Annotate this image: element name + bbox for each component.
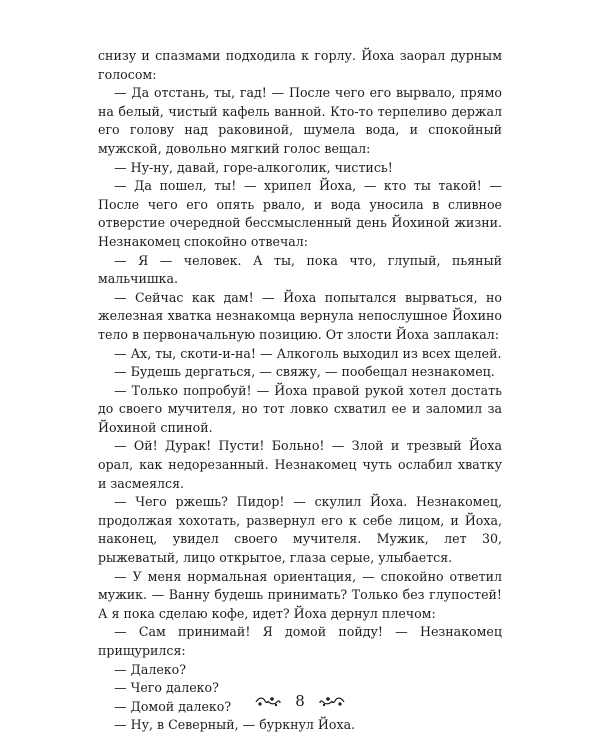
paragraph: — Только попробуй! — Йоха правой рукой хотел достать до своего мучителя, но тот ловко схватил ее и заломил за Йохиной спиной.	[98, 382, 502, 435]
page-footer	[0, 690, 600, 712]
paragraph: — Да пошел, ты! — хрипел Йоха, — кто ты такой! — После чего его опять рвало, и вода уносила в сливное отверстие очередной бессмысленный день Йохиной жизни. Незнакомец спокойно отвечал:	[98, 178, 502, 249]
floral-ornament-icon	[255, 695, 281, 707]
paragraph: — У меня нормальная ориентация, — спокойно ответил мужик. — Ванну будешь принимать? Только без глупостей! А я пока сделаю кофе, идет? Йоха дернул плечом:	[98, 568, 502, 621]
paragraph: — Сейчас как дам! — Йоха попытался вырваться, но железная хватка незнакомца вернула непослушное Йохино тело в первоначальную позицию. От злости Йоха заплакал:	[98, 289, 502, 342]
paragraph: снизу и спазмами подходила к горлу. Йоха заорал дурным голосом:	[98, 48, 502, 82]
paragraph: — Ну, в Северный, — буркнул Йоха.	[114, 717, 356, 733]
paragraph: — Чего ржешь? Пидор! — скулил Йоха. Незнакомец, продолжая хохотать, развернул его к себе лицом, и Йоха, наконец, увидел своего мучителя. Мужик, лет 30, рыжеватый, лицо открытое, глаза серые, улыбается.	[98, 494, 502, 566]
paragraph: — Да отстань, ты, гад! — После чего его вырвало, прямо на белый, чистый кафель ванной. Кто-то терпеливо держал его голову над раковиной, шумела вода, и спокойный мужской, довольно мягкий голос вещал:	[98, 85, 502, 156]
page-body	[98, 47, 502, 735]
paragraph: — Домой далеко?	[114, 698, 232, 714]
paragraph: — Чего далеко?	[114, 680, 219, 696]
paragraph: — Будешь дергаться, — свяжу, — пообещал незнакомец.	[114, 364, 495, 380]
floral-ornament-icon	[319, 695, 345, 707]
paragraph: — Ой! Дурак! Пусти! Больно! — Злой и трезвый Йоха орал, как недорезанный. Незнакомец чуть ослабил хватку и засмеялся.	[98, 438, 502, 491]
paragraph: — Далеко?	[114, 661, 187, 677]
paragraph: — Ну-ну, давай, горе-алкоголик, чистись!	[114, 159, 393, 175]
paragraph: — Сам принимай! Я домой пойду! — Незнакомец прищурился:	[98, 624, 502, 658]
paragraph: — Ах, ты, скоти-и-на! — Алкоголь выходил из всех щелей.	[114, 345, 502, 361]
paragraph: — Я — человек. А ты, пока что, глупый, пьяный мальчишка.	[98, 252, 502, 287]
page-number: 8	[295, 692, 305, 710]
